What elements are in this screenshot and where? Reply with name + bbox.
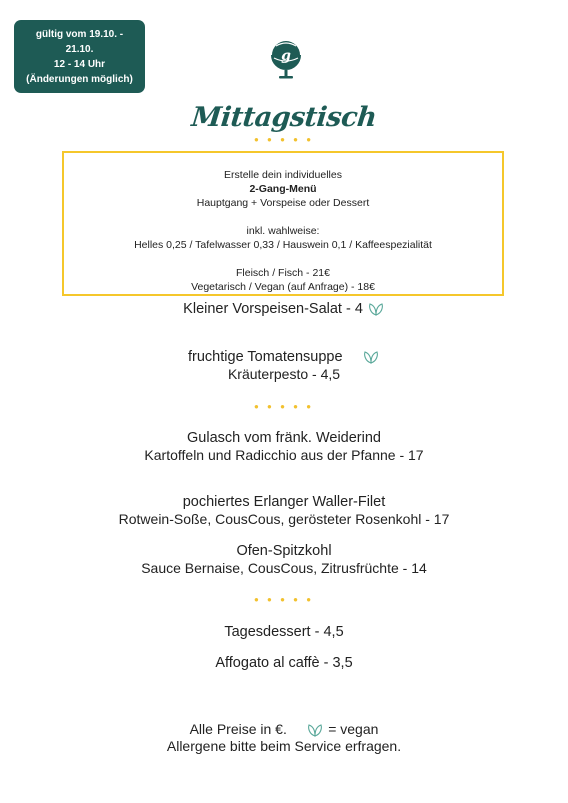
divider-dots: ● ● ● ● ● xyxy=(253,402,315,411)
main-item xyxy=(0,543,568,577)
main-item xyxy=(0,430,568,464)
starter-name: Kleiner Vorspeisen-Salat - 4 xyxy=(183,301,363,317)
main-name: pochiertes Erlanger Waller-Filet xyxy=(182,494,386,510)
menu-offer-box xyxy=(62,151,504,296)
footer-allergens: Allergene bitte beim Service erfragen. xyxy=(166,738,402,754)
page-title: Mittagstisch xyxy=(190,102,378,133)
svg-text:g: g xyxy=(281,48,291,64)
main-desc: Sauce Bernaise, CousCous, Zitrusfrüchte - 14 xyxy=(141,560,427,576)
globe-logo-icon xyxy=(268,38,304,82)
dessert-item xyxy=(0,624,568,641)
offer-intro: Erstelle dein individuelles xyxy=(224,169,342,181)
footer xyxy=(0,721,568,755)
divider-dots: ● ● ● ● ● xyxy=(253,595,315,604)
badge-line: 12 - 14 Uhr xyxy=(53,58,106,70)
vegan-leaf-icon xyxy=(367,302,385,316)
badge-line: (Änderungen möglich) xyxy=(26,73,133,85)
offer-price-meat: Fleisch / Fisch - 21€ xyxy=(236,267,330,279)
footer-vegan-legend: = vegan xyxy=(328,721,379,737)
starter-desc: Kräuterpesto - 4,5 xyxy=(227,366,341,382)
dessert-name: Affogato al caffè - 3,5 xyxy=(215,655,353,671)
offer-menu-name: 2-Gang-Menü xyxy=(249,183,317,195)
main-name: Ofen-Spitzkohl xyxy=(236,543,332,559)
starter-name: fruchtige Tomatensuppe xyxy=(188,349,343,365)
main-item xyxy=(0,494,568,528)
starter-item xyxy=(0,348,568,383)
divider-dots: ● ● ● ● ● xyxy=(253,135,315,144)
dessert-item xyxy=(0,655,568,672)
badge-line: gültig vom 19.10. - xyxy=(35,28,124,40)
validity-badge xyxy=(14,20,145,93)
starter-item xyxy=(0,300,568,318)
offer-menu-desc: Hauptgang + Vorspeise oder Dessert xyxy=(196,197,370,209)
vegan-leaf-icon xyxy=(362,350,380,364)
offer-drinks: Helles 0,25 / Tafelwasser 0,33 / Hauswein 0,1 / Kaffeespezialität xyxy=(134,239,432,251)
vegan-leaf-icon xyxy=(306,723,324,737)
badge-line: 21.10. xyxy=(65,43,94,55)
offer-price-veg: Vegetarisch / Vegan (auf Anfrage) - 18€ xyxy=(191,281,375,293)
main-desc: Kartoffeln und Radicchio aus der Pfanne - 17 xyxy=(144,447,424,463)
footer-prices: Alle Preise in €. xyxy=(189,721,287,737)
dessert-name: Tagesdessert - 4,5 xyxy=(224,624,344,640)
main-desc: Rotwein-Soße, CousCous, gerösteter Rosenkohl - 17 xyxy=(118,511,450,527)
offer-incl: inkl. wahlweise: xyxy=(246,225,320,237)
main-name: Gulasch vom fränk. Weiderind xyxy=(187,430,381,446)
